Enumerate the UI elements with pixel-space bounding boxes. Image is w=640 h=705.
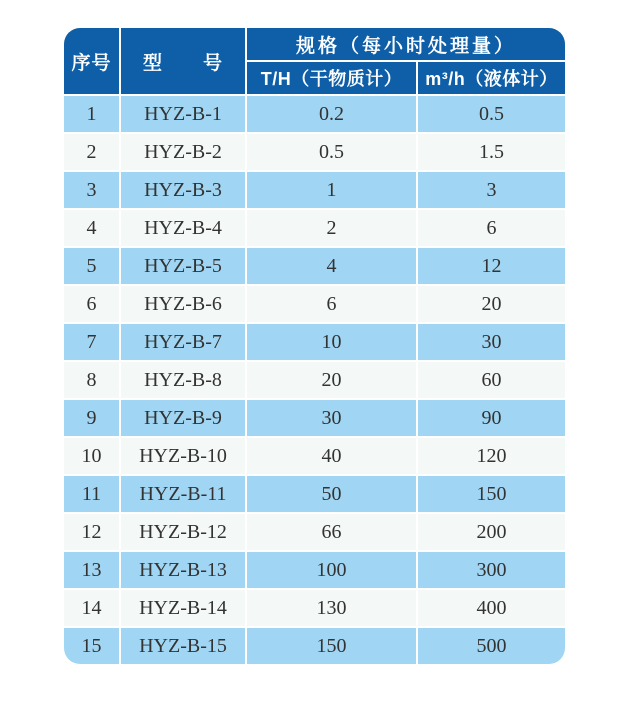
table-row [64, 362, 565, 398]
cell-dry-matter: 20 [247, 362, 416, 398]
cell-model: HYZ-B-14 [121, 590, 245, 626]
cell-serial-number: 15 [64, 628, 119, 664]
cell-liquid: 0.5 [418, 96, 565, 132]
cell-dry-matter: 0.5 [247, 134, 416, 170]
header-spec-group: 规格（每小时处理量） [247, 28, 565, 60]
header-liquid: m³/h（液体计） [418, 62, 565, 94]
cell-serial-number: 1 [64, 96, 119, 132]
table-row [64, 438, 565, 474]
cell-dry-matter: 1 [247, 172, 416, 208]
cell-liquid: 6 [418, 210, 565, 246]
cell-model: HYZ-B-11 [121, 476, 245, 512]
table-row [64, 248, 565, 284]
cell-dry-matter: 130 [247, 590, 416, 626]
table-body [64, 96, 565, 664]
cell-dry-matter: 30 [247, 400, 416, 436]
cell-model: HYZ-B-10 [121, 438, 245, 474]
header-model: 型 号 [121, 28, 245, 94]
cell-dry-matter: 0.2 [247, 96, 416, 132]
cell-dry-matter: 4 [247, 248, 416, 284]
cell-serial-number: 10 [64, 438, 119, 474]
cell-model: HYZ-B-9 [121, 400, 245, 436]
cell-model: HYZ-B-1 [121, 96, 245, 132]
table-row [64, 172, 565, 208]
cell-serial-number: 5 [64, 248, 119, 284]
cell-model: HYZ-B-8 [121, 362, 245, 398]
table-row [64, 476, 565, 512]
cell-serial-number: 7 [64, 324, 119, 360]
cell-serial-number: 13 [64, 552, 119, 588]
cell-dry-matter: 100 [247, 552, 416, 588]
cell-liquid: 20 [418, 286, 565, 322]
cell-serial-number: 6 [64, 286, 119, 322]
table-header [64, 28, 565, 94]
cell-dry-matter: 2 [247, 210, 416, 246]
cell-serial-number: 3 [64, 172, 119, 208]
cell-dry-matter: 10 [247, 324, 416, 360]
cell-serial-number: 14 [64, 590, 119, 626]
cell-serial-number: 2 [64, 134, 119, 170]
cell-liquid: 30 [418, 324, 565, 360]
cell-model: HYZ-B-12 [121, 514, 245, 550]
cell-serial-number: 4 [64, 210, 119, 246]
cell-liquid: 90 [418, 400, 565, 436]
table-row [64, 210, 565, 246]
cell-serial-number: 12 [64, 514, 119, 550]
cell-model: HYZ-B-7 [121, 324, 245, 360]
cell-dry-matter: 66 [247, 514, 416, 550]
cell-serial-number: 8 [64, 362, 119, 398]
cell-liquid: 150 [418, 476, 565, 512]
cell-liquid: 500 [418, 628, 565, 664]
header-serial-number: 序号 [64, 28, 119, 94]
table-row [64, 628, 565, 664]
cell-serial-number: 9 [64, 400, 119, 436]
cell-dry-matter: 40 [247, 438, 416, 474]
cell-model: HYZ-B-2 [121, 134, 245, 170]
cell-liquid: 300 [418, 552, 565, 588]
cell-serial-number: 11 [64, 476, 119, 512]
cell-liquid: 12 [418, 248, 565, 284]
table-row [64, 286, 565, 322]
cell-liquid: 1.5 [418, 134, 565, 170]
cell-liquid: 60 [418, 362, 565, 398]
cell-model: HYZ-B-13 [121, 552, 245, 588]
table-row [64, 96, 565, 132]
cell-liquid: 200 [418, 514, 565, 550]
table-row [64, 134, 565, 170]
cell-dry-matter: 150 [247, 628, 416, 664]
cell-liquid: 400 [418, 590, 565, 626]
cell-dry-matter: 6 [247, 286, 416, 322]
cell-liquid: 120 [418, 438, 565, 474]
cell-dry-matter: 50 [247, 476, 416, 512]
table-row [64, 552, 565, 588]
cell-model: HYZ-B-4 [121, 210, 245, 246]
header-dry-matter: T/H（干物质计） [247, 62, 416, 94]
table-row [64, 400, 565, 436]
table-row [64, 514, 565, 550]
cell-model: HYZ-B-6 [121, 286, 245, 322]
table-row [64, 324, 565, 360]
spec-table [64, 28, 565, 664]
table-row [64, 590, 565, 626]
cell-model: HYZ-B-3 [121, 172, 245, 208]
cell-model: HYZ-B-15 [121, 628, 245, 664]
cell-liquid: 3 [418, 172, 565, 208]
cell-model: HYZ-B-5 [121, 248, 245, 284]
